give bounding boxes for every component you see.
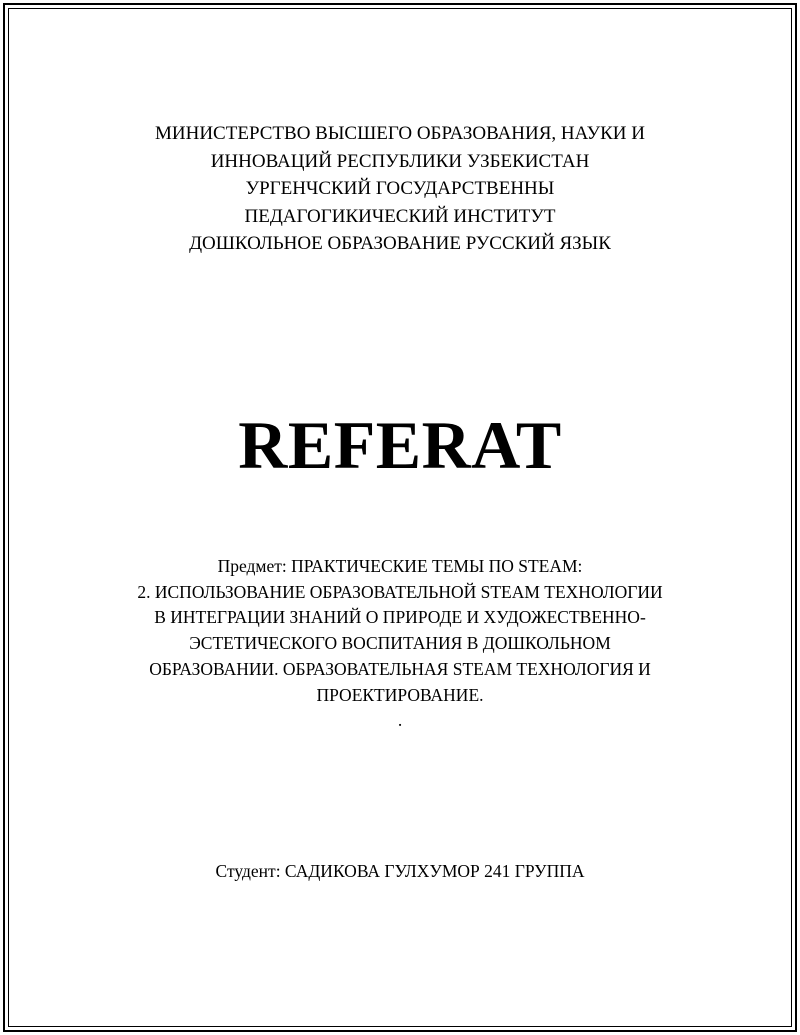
subject-line-topic-3: ЭСТЕТИЧЕСКОГО ВОСПИТАНИЯ В ДОШКОЛЬНОМ xyxy=(189,633,611,654)
header-line-university: УРГЕНЧСКИЙ ГОСУДАРСТВЕННЫ xyxy=(245,178,555,199)
subject-line-topic-1: 2. ИСПОЛЬЗОВАНИЕ ОБРАЗОВАТЕЛЬНОЙ STEAM ТЕХНОЛОГИИ xyxy=(137,581,663,602)
subject-line-topic-2: В ИНТЕГРАЦИИ ЗНАНИЙ О ПРИРОДЕ И ХУДОЖЕСТВЕННО- xyxy=(154,607,646,628)
institution-header xyxy=(0,120,800,258)
subject-block xyxy=(0,554,800,734)
header-line-ministry: МИНИСТЕРСТВО ВЫСШЕГО ОБРАЗОВАНИЯ, НАУКИ И xyxy=(155,123,645,144)
subject-line-course: Предмет: ПРАКТИЧЕСКИЕ ТЕМЫ ПО STEAM: xyxy=(217,556,583,576)
header-line-country: ИННОВАЦИЙ РЕСПУБЛИКИ УЗБЕКИСТАН xyxy=(210,150,590,172)
subject-line-topic-5: ПРОЕКТИРОВАНИЕ. xyxy=(316,684,484,705)
header-line-department: ДОШКОЛЬНОЕ ОБРАЗОВАНИЕ РУССКИЙ ЯЗЫК xyxy=(189,233,611,254)
document-title: REFERAT xyxy=(238,407,562,483)
student-info: Студент: САДИКОВА ГУЛХУМОР 241 ГРУППА xyxy=(215,861,585,881)
header-line-institute: ПЕДАГОГИКИЧЕСКИЙ ИНСТИТУТ xyxy=(244,205,556,227)
subject-line-dot: . xyxy=(397,710,403,731)
subject-line-topic-4: ОБРАЗОВАНИИ. ОБРАЗОВАТЕЛЬНАЯ STEAM ТЕХНОЛОГИЯ И xyxy=(149,658,651,679)
